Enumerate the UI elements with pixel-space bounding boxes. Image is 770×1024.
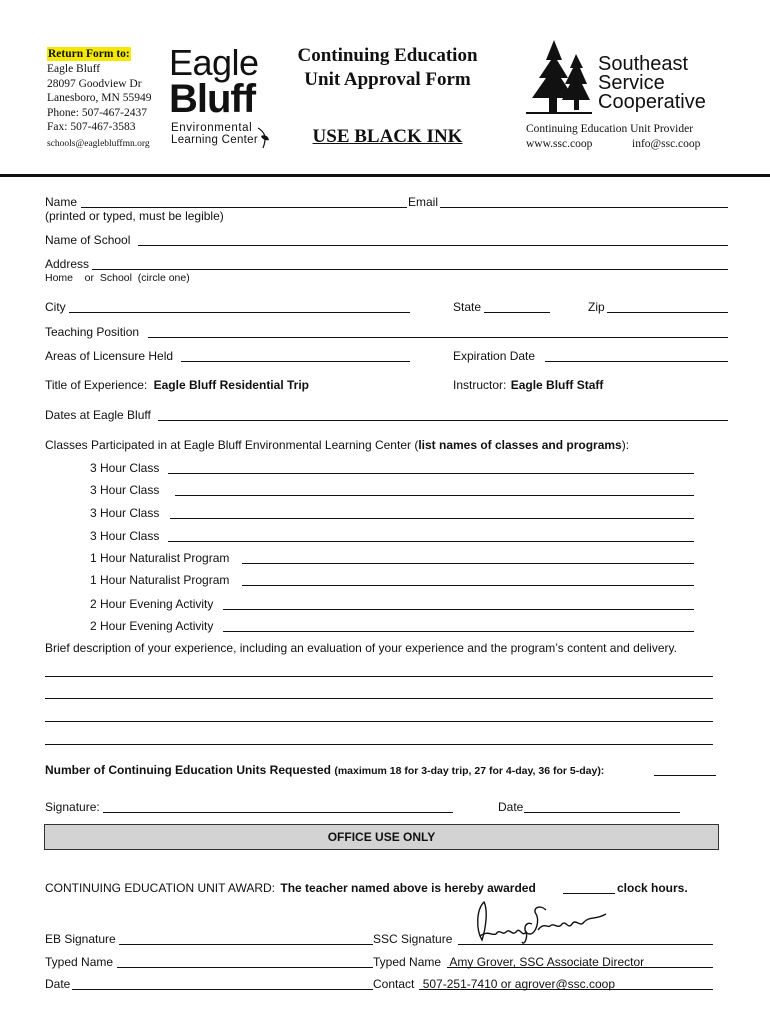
classes-intro-bold: list names of classes and programs: [418, 438, 622, 452]
eb-signature-label: EB Signature: [45, 932, 116, 946]
ssc-logo: [520, 38, 720, 118]
title-of-experience-label: Title of Experience:: [45, 378, 148, 392]
return-line: 28097 Goodview Dr: [47, 77, 142, 90]
address-label: Address: [45, 257, 90, 271]
class-item-input[interactable]: [170, 518, 694, 519]
eagle-bluff-logo-sub2: Learning Center: [171, 134, 258, 146]
school-label: Name of School: [45, 233, 131, 247]
clock-hours-label: clock hours.: [617, 881, 688, 895]
ink-note: USE BLACK INK: [312, 126, 463, 147]
name-input[interactable]: [81, 207, 407, 208]
class-item-input[interactable]: [175, 495, 694, 496]
ceu-award-label: CONTINUING EDUCATION UNIT AWARD:: [45, 881, 276, 895]
return-line: Phone: 507-467-2437: [47, 106, 147, 119]
return-line: Fax: 507-467-3583: [47, 121, 136, 133]
eagle-bluff-logo-word2: Bluff: [169, 77, 256, 121]
state-input[interactable]: [484, 312, 550, 313]
class-item-input[interactable]: [168, 473, 694, 474]
handwritten-signature: [466, 898, 616, 950]
state-label: State: [453, 300, 482, 314]
ssc-logo-line1: Southeast: [598, 53, 689, 75]
instructor-value: Eagle Bluff Staff: [510, 378, 604, 392]
licensure-input[interactable]: [181, 361, 410, 362]
class-item-label: 1 Hour Naturalist Program: [90, 573, 230, 587]
ssc-email[interactable]: info@ssc.coop: [632, 138, 701, 150]
ceu-request-label: Number of Continuing Education Units Requested: [45, 763, 331, 777]
description-line[interactable]: [45, 721, 713, 722]
form-title: Continuing Education: [297, 45, 478, 66]
eb-signature-input[interactable]: [119, 944, 373, 945]
date-label: Date: [498, 800, 524, 814]
return-address-block: [47, 44, 167, 151]
class-item-input[interactable]: [223, 609, 694, 610]
return-form-title: Return Form to:: [48, 48, 130, 60]
teaching-position-label: Teaching Position: [45, 325, 140, 339]
eb-typed-name-input[interactable]: [117, 967, 373, 968]
form-subtitle: Unit Approval Form: [304, 69, 471, 90]
address-input[interactable]: [92, 269, 728, 270]
eagle-bluff-logo-sub1: Environmental: [171, 122, 253, 134]
class-item-label: 3 Hour Class: [90, 506, 160, 520]
zip-input[interactable]: [607, 312, 728, 313]
header-divider: [0, 174, 770, 177]
classes-intro-end: ):: [621, 438, 630, 452]
dates-input[interactable]: [158, 420, 728, 421]
ssc-logo-line3: Cooperative: [598, 91, 706, 113]
instructor-label: Instructor:: [453, 378, 507, 392]
ssc-typed-name-line: [447, 967, 713, 968]
expiration-input[interactable]: [545, 361, 728, 362]
form-title-block: [280, 44, 495, 148]
ceu-award: [45, 881, 536, 895]
class-item-label: 1 Hour Naturalist Program: [90, 551, 230, 565]
eagle-bluff-logo: [169, 44, 274, 148]
ceu-request: [45, 763, 604, 778]
ssc-contact-line: [419, 989, 713, 990]
ceu-award-text: The teacher named above is hereby awarded: [280, 881, 536, 895]
zip-label: Zip: [588, 300, 605, 314]
class-item-label: 3 Hour Class: [90, 529, 160, 543]
eb-typed-name-label: Typed Name: [45, 955, 114, 969]
eb-date-input[interactable]: [72, 989, 373, 990]
office-use-title: OFFICE USE ONLY: [327, 830, 436, 844]
date-input[interactable]: [524, 812, 680, 813]
class-item-label: 2 Hour Evening Activity: [90, 597, 214, 611]
eb-date-label: Date: [45, 977, 71, 991]
eagle-bluff-logo-word1: Eagle: [169, 42, 259, 83]
address-hint: Home or School (circle one): [45, 272, 190, 284]
ssc-signature-label: SSC Signature: [373, 932, 453, 946]
ssc-website[interactable]: www.ssc.coop: [526, 138, 593, 150]
description-line[interactable]: [45, 698, 713, 699]
return-line: Eagle Bluff: [47, 63, 101, 75]
ssc-contact-label: Contact: [373, 977, 415, 991]
classes-intro-text: Classes Participated in at Eagle Bluff Environmental Learning Center (: [45, 438, 419, 452]
dates-label: Dates at Eagle Bluff: [45, 408, 151, 422]
school-input[interactable]: [138, 245, 728, 246]
signature-label: Signature:: [45, 800, 100, 814]
class-item-label: 3 Hour Class: [90, 461, 160, 475]
email-input[interactable]: [440, 207, 728, 208]
name-hint: (printed or typed, must be legible): [45, 209, 224, 223]
name-label: Name: [45, 195, 78, 209]
return-email: schools@eaglebluffmn.org: [47, 138, 150, 149]
ssc-provider: Continuing Education Unit Provider: [526, 123, 694, 135]
clock-hours-input[interactable]: [563, 893, 615, 894]
city-label: City: [45, 300, 66, 314]
expiration-label: Expiration Date: [453, 349, 536, 363]
ssc-contact-value: 507-251-7410 or agrover@ssc.coop: [422, 977, 615, 991]
description-prompt: Brief description of your experience, including an evaluation of your experience and the program’s content and delivery.: [45, 641, 677, 655]
ssc-provider-block: [526, 122, 716, 152]
ssc-logo-line2: Service: [598, 72, 665, 94]
class-item-input[interactable]: [242, 563, 694, 564]
ceu-request-input[interactable]: [654, 775, 716, 776]
title-of-experience: [45, 378, 309, 392]
title-of-experience-value: Eagle Bluff Residential Trip: [153, 378, 309, 392]
class-item-label: 3 Hour Class: [90, 483, 160, 497]
email-label: Email: [408, 195, 439, 209]
class-item-input[interactable]: [223, 631, 694, 632]
ceu-request-note: (maximum 18 for 3-day trip, 27 for 4-day, 36 for 5-day):: [334, 765, 605, 777]
class-item-input[interactable]: [168, 541, 694, 542]
ssc-typed-name-label: Typed Name: [373, 955, 442, 969]
pine-tree-icon: [524, 38, 596, 118]
class-item-label: 2 Hour Evening Activity: [90, 619, 214, 633]
return-line: Lanesboro, MN 55949: [47, 92, 152, 104]
instructor: [453, 378, 603, 392]
ssc-typed-name-value: Amy Grover, SSC Associate Director: [449, 955, 645, 969]
description-line[interactable]: [45, 676, 713, 677]
classes-intro: [45, 438, 629, 452]
signature-input[interactable]: [103, 812, 453, 813]
city-input[interactable]: [69, 312, 410, 313]
licensure-label: Areas of Licensure Held: [45, 349, 174, 363]
class-item-input[interactable]: [242, 585, 694, 586]
teaching-position-input[interactable]: [148, 337, 728, 338]
description-line[interactable]: [45, 744, 713, 745]
office-use-banner: [44, 824, 719, 850]
